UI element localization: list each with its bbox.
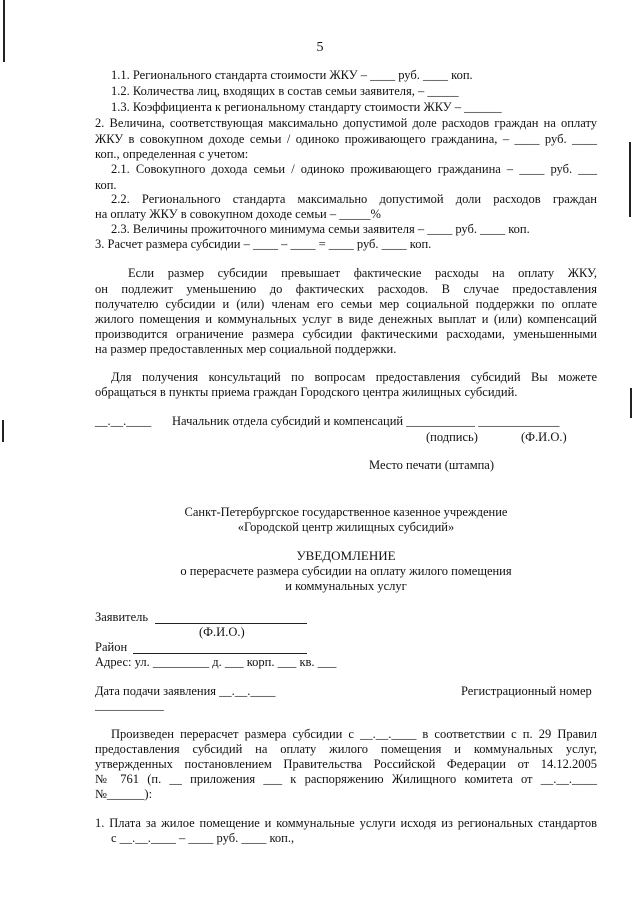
calc-line-1-3: 1.3. Коэффициента к региональному стандарту стоимости ЖКУ – ______	[111, 100, 502, 114]
org-name-line2: «Городской центр жилищных субсидий»	[237, 520, 455, 534]
para3-line: № 761 (п. __ приложения ___ к распоряжению Жилищного комитета от __.__.____	[95, 772, 597, 786]
applicant-fio-label: (Ф.И.О.)	[199, 625, 245, 639]
para1-line: на размер предоставленных мер социальной поддержки.	[95, 342, 397, 356]
submission-date: Дата подачи заявления __.__.____	[95, 684, 276, 698]
applicant-label: Заявитель	[95, 610, 149, 624]
para3-line: Произведен перерасчет размера субсидии с __.__.____ в соответствии с п. 29 Правил	[111, 727, 597, 741]
calc-line-2-1-a: 2.1. Совокупного дохода семьи / одиноко проживающего гражданина – ____ руб. ___	[111, 162, 597, 176]
para1-line: производится ограничение размера субсидии фактическими расходами, уменьшенными	[95, 327, 597, 341]
signature-label: (подпись)	[426, 430, 478, 444]
fio-label: (Ф.И.О.)	[521, 430, 567, 444]
item1-line-b: с __.__.____ – ____ руб. ____ коп.,	[111, 831, 295, 845]
item1-line-a: 1. Плата за жилое помещение и коммунальные услуги исходя из региональных стандартов	[95, 816, 597, 830]
scan-edge-mark	[2, 420, 4, 442]
address-line: Адрес: ул. _________ д. ___ корп. ___ кв. ___	[95, 655, 337, 669]
para3-line: предоставления субсидий на оплату жилого помещения и коммунальных услуг,	[95, 742, 597, 756]
calc-line-2-2-b: на оплату ЖКУ в совокупном доходе семьи – _____%	[95, 207, 381, 221]
notice-subtitle-2: и коммунальных услуг	[285, 579, 407, 593]
para3-line: №______):	[95, 787, 153, 801]
registration-number-blank: ___________	[95, 698, 164, 712]
calc-line-3: 3. Расчет размера субсидии – ____ – ____ = ____ руб. ____ коп.	[95, 237, 432, 251]
calc-line-2-a: 2. Величина, соответствующая максимально допустимой доле расходов граждан на оплату	[95, 116, 597, 130]
calc-line-2-2-a: 2.2. Регионального стандарта максимально допустимой доли расходов граждан	[111, 192, 597, 206]
para1-line: Если размер субсидии превышает фактические расходы на оплату ЖКУ,	[128, 266, 597, 280]
para2-line: Для получения консультаций по вопросам предоставления субсидий Вы можете	[111, 370, 597, 384]
sign-title: Начальник отдела субсидий и компенсаций ___________ _____________	[172, 414, 560, 428]
calc-line-1-1: 1.1. Регионального стандарта стоимости ЖКУ – ____ руб. ____ коп.	[111, 68, 473, 82]
org-name-line1: Санкт-Петербургское государственное казенное учреждение	[184, 505, 508, 519]
applicant-name-field[interactable]	[155, 623, 307, 624]
sign-date: __.__.____	[95, 414, 152, 428]
calc-line-2-3: 2.3. Величины прожиточного минимума семьи заявителя – ____ руб. ____ коп.	[111, 222, 530, 236]
para1-line: жилого помещения и коммунальных услуг в виде денежных выплат и (или) компенсаций	[95, 312, 597, 326]
calc-line-2-1-b: коп.	[95, 178, 117, 192]
calc-line-2-c: коп., определенная с учетом:	[95, 147, 249, 161]
scan-edge-mark	[629, 142, 631, 217]
para3-line: утвержденных постановлением Правительства Российской Федерации от 14.12.2005	[95, 757, 597, 771]
registration-number-label: Регистрационный номер	[461, 684, 592, 698]
calc-line-1-2: 1.2. Количества лиц, входящих в состав семьи заявителя, – _____	[111, 84, 459, 98]
notice-title: УВЕДОМЛЕНИЕ	[296, 548, 396, 563]
district-field[interactable]	[133, 653, 307, 654]
notice-subtitle-1: о перерасчете размера субсидии на оплату жилого помещения	[180, 564, 512, 578]
district-label: Район	[95, 640, 128, 654]
scan-edge-mark	[630, 388, 632, 418]
calc-line-2-b: ЖКУ в совокупном доходе семьи / одиноко проживающего гражданина, – ____ руб. ____	[95, 132, 597, 146]
para1-line: он подлежит уменьшению до фактических расходов. В случае предоставления	[95, 282, 597, 296]
para2-line: обращаться в пункты приема граждан Городского центра жилищных субсидий.	[95, 385, 518, 399]
para1-line: получателю субсидии и (или) членам его семьи мер социальной поддержки по оплате	[95, 297, 597, 311]
stamp-place: Место печати (штампа)	[369, 458, 495, 472]
page-number: 5	[316, 40, 324, 55]
